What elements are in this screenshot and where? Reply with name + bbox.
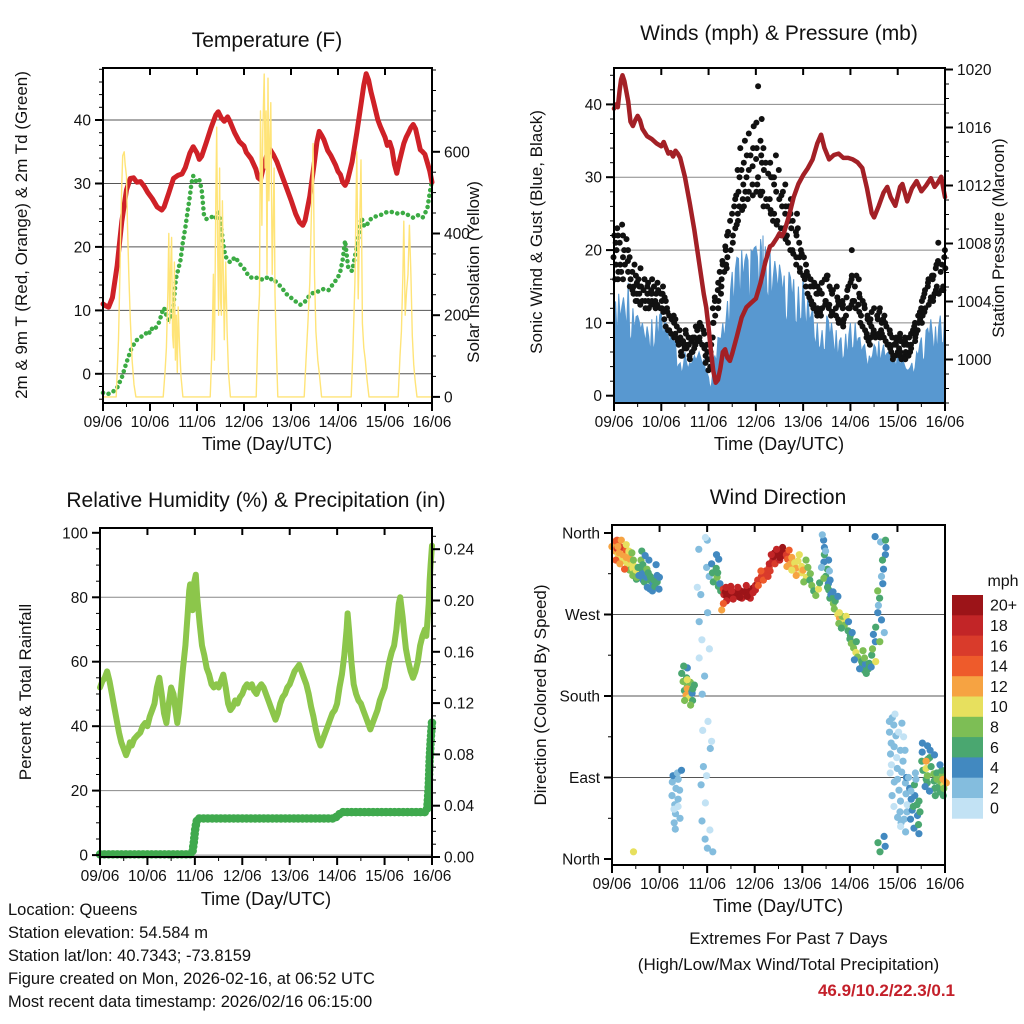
svg-text:Solar Insolation (Yellow): Solar Insolation (Yellow) (464, 181, 483, 363)
svg-text:200: 200 (444, 307, 470, 325)
svg-text:15/06: 15/06 (878, 876, 917, 893)
svg-text:South: South (559, 688, 600, 706)
svg-text:60: 60 (70, 654, 88, 672)
svg-text:30: 30 (584, 169, 602, 187)
most-recent-data-timestamp: Most recent data timestamp: 2026/02/16 06:15:00 (8, 993, 373, 1011)
panel-humidity-svg (0, 460, 512, 915)
panel-winddir-svg (512, 460, 1024, 924)
temperature-chart (0, 0, 512, 460)
svg-text:1000: 1000 (957, 351, 992, 369)
svg-text:20+: 20+ (990, 597, 1018, 615)
svg-text:Temperature (F): Temperature (F) (191, 29, 343, 52)
svg-text:0: 0 (990, 800, 999, 818)
svg-text:Winds (mph) & Pressure (mb): Winds (mph) & Pressure (mb) (640, 22, 918, 45)
svg-text:14/06: 14/06 (317, 868, 357, 885)
station-latlon: Station lat/lon: 40.7343; -73.8159 (8, 947, 252, 965)
svg-text:Wind Direction: Wind Direction (709, 486, 847, 509)
svg-text:Percent & Total Rainfall: Percent & Total Rainfall (16, 603, 35, 781)
winds-pressure-chart (512, 0, 1024, 460)
svg-text:10: 10 (73, 302, 91, 320)
svg-text:12/06: 12/06 (224, 414, 264, 431)
svg-text:13/06: 13/06 (783, 414, 823, 431)
svg-text:8: 8 (990, 719, 999, 737)
svg-text:10: 10 (584, 315, 602, 333)
svg-text:80: 80 (70, 589, 88, 607)
svg-text:10/06: 10/06 (640, 876, 679, 893)
svg-text:09/06: 09/06 (594, 414, 634, 431)
svg-text:12/06: 12/06 (735, 876, 775, 893)
svg-text:12/06: 12/06 (222, 868, 262, 885)
svg-text:11/06: 11/06 (178, 414, 216, 431)
svg-text:2: 2 (990, 780, 999, 798)
svg-text:2m & 9m T (Red, Orange) & 2m T: 2m & 9m T (Red, Orange) & 2m Td (Green) (12, 71, 31, 399)
panel-temperature-svg (0, 0, 512, 460)
panel-winds-svg (512, 0, 1024, 460)
svg-text:6: 6 (990, 739, 999, 757)
svg-text:1004: 1004 (957, 293, 992, 311)
svg-text:1008: 1008 (957, 235, 992, 253)
svg-text:0.08: 0.08 (444, 746, 475, 764)
svg-text:Station Pressure (Maroon): Station Pressure (Maroon) (989, 138, 1008, 338)
svg-text:600: 600 (444, 144, 470, 162)
svg-text:40: 40 (73, 112, 91, 130)
station-location: Location: Queens (8, 901, 138, 919)
svg-text:13/06: 13/06 (271, 414, 311, 431)
svg-text:40: 40 (584, 96, 602, 114)
figure-created-timestamp: Figure created on Mon, 2026-02-16, at 06:52 UTC (8, 970, 375, 988)
extremes-subtitle: (High/Low/Max Wind/Total Precipitation) (637, 955, 940, 974)
svg-text:15/06: 15/06 (365, 414, 405, 431)
svg-text:400: 400 (444, 225, 470, 243)
svg-text:20: 20 (584, 242, 602, 260)
svg-text:16/06: 16/06 (925, 876, 965, 893)
svg-text:North: North (562, 851, 600, 869)
humidity-precipitation-chart (0, 460, 512, 915)
svg-text:0: 0 (444, 389, 453, 407)
station-elevation: Station elevation: 54.584 m (8, 924, 208, 942)
svg-text:14: 14 (990, 658, 1008, 676)
svg-text:12: 12 (990, 678, 1008, 696)
svg-text:0.16: 0.16 (444, 644, 475, 662)
svg-text:13/06: 13/06 (782, 876, 822, 893)
extremes-summary (612, 926, 965, 1004)
svg-text:10/06: 10/06 (130, 414, 170, 431)
svg-text:Time (Day/UTC): Time (Day/UTC) (201, 434, 333, 454)
extremes-values: 46.9/10.2/22.3/0.1 (817, 981, 955, 1000)
svg-text:West: West (564, 606, 600, 624)
svg-text:1012: 1012 (957, 177, 992, 195)
svg-text:14/06: 14/06 (830, 876, 870, 893)
svg-text:1020: 1020 (957, 61, 992, 79)
svg-text:30: 30 (73, 175, 91, 193)
svg-text:11/06: 11/06 (176, 868, 214, 885)
svg-text:12/06: 12/06 (736, 414, 776, 431)
svg-text:Relative Humidity (%) & Precip: Relative Humidity (%) & Precipitation (in) (66, 489, 446, 512)
svg-text:0.20: 0.20 (444, 592, 475, 610)
svg-text:North: North (562, 525, 600, 543)
svg-text:09/06: 09/06 (80, 868, 120, 885)
svg-text:0.12: 0.12 (444, 695, 475, 713)
svg-text:Sonic Wind & Gust (Blue, Black: Sonic Wind & Gust (Blue, Black) (527, 110, 546, 354)
svg-text:1016: 1016 (957, 119, 992, 137)
svg-text:0.00: 0.00 (444, 849, 475, 867)
svg-text:0: 0 (593, 388, 602, 406)
svg-text:Time (Day/UTC): Time (Day/UTC) (713, 434, 845, 454)
svg-text:16/06: 16/06 (925, 414, 965, 431)
svg-text:4: 4 (990, 760, 999, 777)
svg-text:15/06: 15/06 (365, 868, 404, 885)
svg-text:East: East (568, 770, 600, 788)
svg-text:16/06: 16/06 (412, 868, 452, 885)
svg-text:Direction (Colored By Speed): Direction (Colored By Speed) (531, 584, 550, 806)
svg-text:100: 100 (62, 525, 88, 543)
svg-text:15/06: 15/06 (878, 414, 918, 431)
svg-text:mph: mph (987, 573, 1019, 590)
svg-text:10: 10 (990, 699, 1008, 717)
svg-text:20: 20 (73, 239, 91, 257)
svg-text:10/06: 10/06 (641, 414, 681, 431)
svg-text:0: 0 (79, 847, 88, 865)
svg-text:11/06: 11/06 (688, 876, 726, 893)
svg-text:0.04: 0.04 (444, 798, 475, 816)
station-info (8, 899, 375, 1014)
svg-text:0: 0 (82, 366, 91, 384)
svg-text:09/06: 09/06 (592, 876, 632, 893)
svg-text:0.24: 0.24 (444, 541, 475, 559)
svg-text:Time (Day/UTC): Time (Day/UTC) (712, 896, 844, 916)
svg-text:16/06: 16/06 (412, 414, 452, 431)
svg-text:13/06: 13/06 (270, 868, 310, 885)
svg-text:14/06: 14/06 (318, 414, 358, 431)
svg-text:Time (Day/UTC): Time (Day/UTC) (200, 889, 332, 909)
wind-direction-chart (512, 460, 1024, 924)
svg-text:20: 20 (70, 783, 88, 801)
svg-text:09/06: 09/06 (83, 414, 123, 431)
svg-text:10/06: 10/06 (128, 868, 167, 885)
extremes-title: Extremes For Past 7 Days (689, 929, 888, 948)
svg-text:11/06: 11/06 (689, 414, 728, 431)
svg-text:16: 16 (990, 638, 1008, 656)
svg-text:40: 40 (70, 718, 88, 736)
svg-text:14/06: 14/06 (831, 414, 870, 431)
svg-text:18: 18 (990, 618, 1008, 635)
